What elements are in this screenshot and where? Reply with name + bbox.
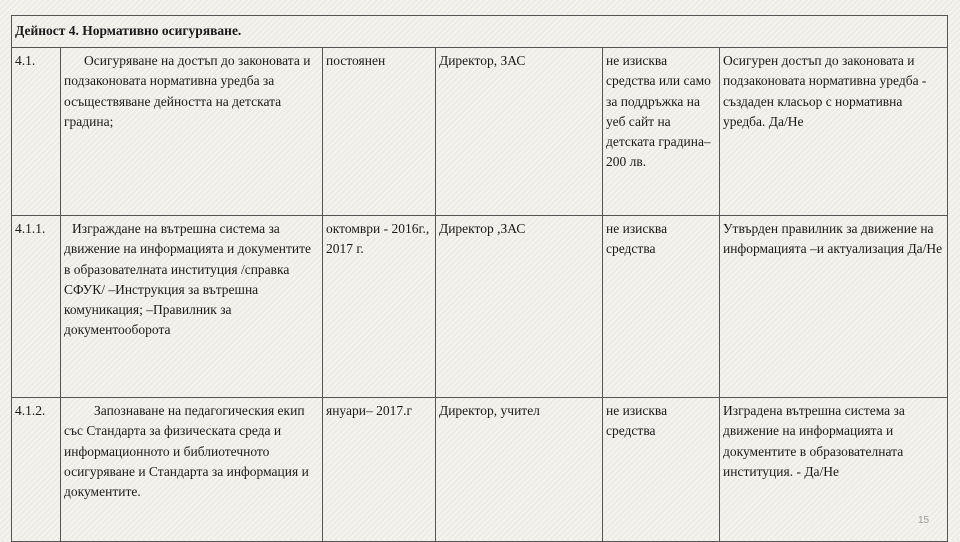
term-cell: постоянен	[323, 48, 436, 216]
term-cell: октомври - 2016г., 2017 г.	[323, 216, 436, 398]
table-row	[12, 398, 948, 542]
funding-cell: не изисква средства или само за поддръжка на уеб сайт на детската градина– 200 лв.	[603, 48, 720, 216]
row-number: 4.1.2.	[12, 398, 61, 542]
activity-text: Изграждане на вътрешна система за движение на информацията и документите в образователната институция /справка СФУК/ –Инструкция за вътрешна комуникация; –Правилник за документооборота	[64, 221, 311, 338]
table-row	[12, 216, 948, 398]
activity-cell	[61, 216, 323, 398]
responsible-cell: Директор, учител	[436, 398, 603, 542]
funding-cell: не изисква средства	[603, 398, 720, 542]
page-number: 15	[918, 515, 930, 526]
indicator-cell: Изградена вътрешна система за движение на информацията и документите в образователната институция. - Да/Не	[720, 398, 948, 542]
table-header-row	[12, 16, 948, 48]
responsible-cell: Директор ,ЗАС	[436, 216, 603, 398]
row-number: 4.1.	[12, 48, 61, 216]
indicator-cell: Осигурен достъп до законовата и подзаконовата нормативна уредба - създаден класьор с нормативна уредба. Да/Не	[720, 48, 948, 216]
action-plan-table	[11, 15, 948, 542]
term-cell: януари– 2017.г	[323, 398, 436, 542]
table-row	[12, 48, 948, 216]
indicator-cell: Утвърден правилник за движение на информацията –и актуализация Да/Не	[720, 216, 948, 398]
section-title: Дейност 4. Нормативно осигуряване.	[12, 16, 948, 48]
activity-cell	[61, 48, 323, 216]
row-number: 4.1.1.	[12, 216, 61, 398]
responsible-cell: Директор, ЗАС	[436, 48, 603, 216]
activity-cell	[61, 398, 323, 542]
activity-text: Осигуряване на достъп до законовата и подзаконовата нормативна уредба за осъществяване дейността на детската градина;	[64, 53, 311, 129]
funding-cell: не изисква средства	[603, 216, 720, 398]
activity-text: Запознаване на педагогическия екип със Стандарта за физическата среда и информационното и библиотечното осигуряване и Стандарта за информация и документите.	[64, 403, 309, 500]
